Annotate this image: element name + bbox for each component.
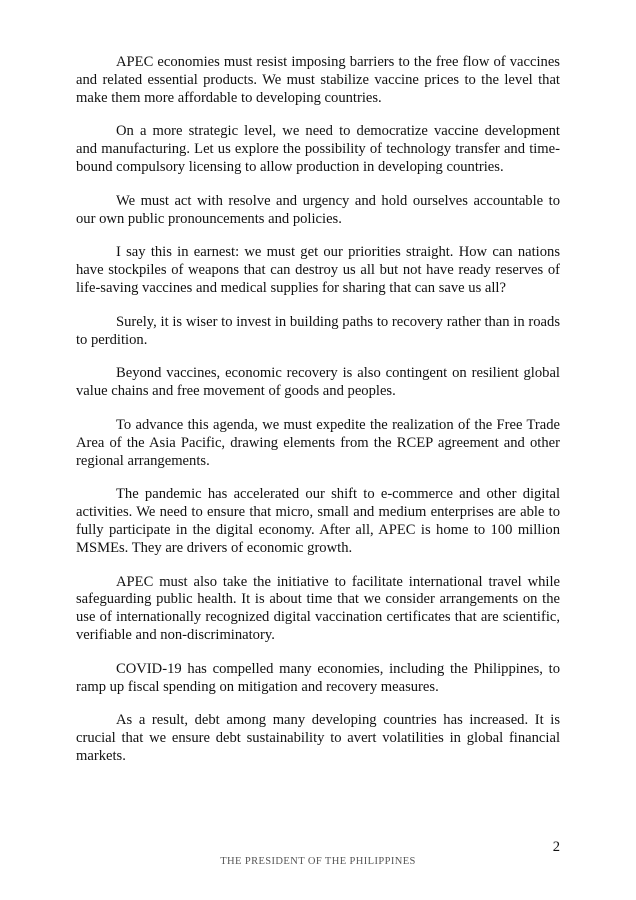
paragraph: I say this in earnest: we must get our priorities straight. How can nations have stockpiles of weapons that can destroy us all but not have ready reserves of life-saving vaccines and medical supplies for sharing that can save us all? xyxy=(76,244,560,296)
page-number: 2 xyxy=(552,839,560,855)
paragraph: APEC must also take the initiative to facilitate international travel while safeguarding public health. It is about time that we consider arrangements on the use of internationally recognized digital vaccination certificates that are scientific, verifiable and non-discriminatory. xyxy=(76,573,560,643)
paragraph: The pandemic has accelerated our shift to e-commerce and other digital activities. We need to ensure that micro, small and medium enterprises are able to fully participate in the digital economy. After all, APEC is home to 100 million MSMEs. They are drivers of economic growth. xyxy=(76,486,560,556)
paragraph: Surely, it is wiser to invest in building paths to recovery rather than in roads to perdition. xyxy=(76,313,560,348)
paragraph: APEC economies must resist imposing barriers to the free flow of vaccines and related essential products. We must stabilize vaccine prices to the level that make them more affordable to developing countries. xyxy=(76,54,560,106)
paragraph: On a more strategic level, we need to democratize vaccine development and manufacturing. Let us explore the possibility of technology transfer and time-bound compulsory licensing to allow production in developing countries. xyxy=(76,123,560,175)
document-body xyxy=(76,54,560,782)
paragraph: We must act with resolve and urgency and hold ourselves accountable to our own public pronouncements and policies. xyxy=(76,192,560,227)
paragraph: Beyond vaccines, economic recovery is also contingent on resilient global value chains and free movement of goods and peoples. xyxy=(76,365,560,400)
paragraph: COVID-19 has compelled many economies, including the Philippines, to ramp up fiscal spending on mitigation and recovery measures. xyxy=(76,660,560,695)
paragraph: To advance this agenda, we must expedite the realization of the Free Trade Area of the Asia Pacific, drawing elements from the RCEP agreement and other regional arrangements. xyxy=(76,416,560,469)
paragraph: As a result, debt among many developing countries has increased. It is crucial that we ensure debt sustainability to avert volatilities in global financial markets. xyxy=(76,712,560,764)
page-footer: THE PRESIDENT OF THE PHILIPPINES xyxy=(220,856,416,867)
